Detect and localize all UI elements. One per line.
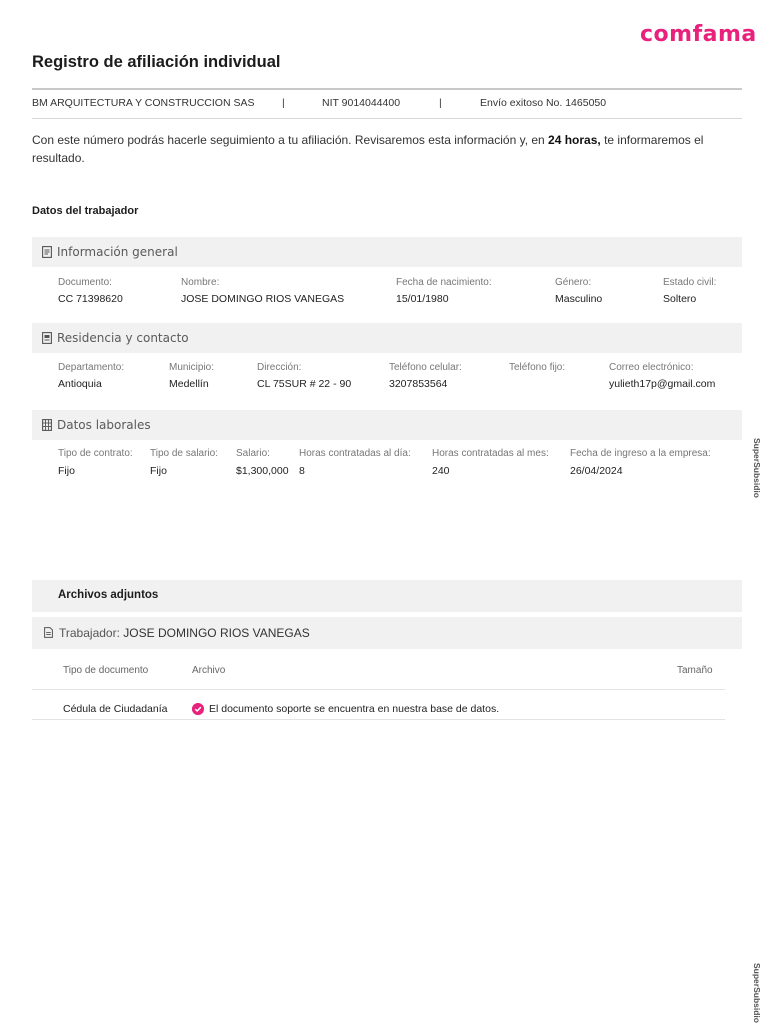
daily-hours-label: Horas contratadas al día: [299,448,411,459]
contract-type-label: Tipo de contrato: [58,448,133,459]
notice-text-end: te informaremos el resultado. [32,133,704,165]
watermark-text: SuperSubsidio [752,963,762,1023]
address-label: Dirección: [257,362,302,373]
contract-type-value: Fijo [58,465,75,477]
salary-label: Salario: [236,448,270,459]
municipality-value: Medellín [169,378,209,390]
department-value: Antioquia [58,378,102,390]
section-label: Información general [57,245,178,259]
tracking-notice [32,131,732,167]
envio-number: Envío exitoso No. 1465050 [480,97,607,109]
monthly-hours-value: 240 [432,465,450,477]
document-icon [42,246,52,258]
company-name: BM ARQUITECTURA Y CONSTRUCCION SAS [32,97,255,109]
notice-highlight: 24 horas, [548,133,601,147]
birthdate-label: Fecha de nacimiento: [396,277,492,288]
info-bar [32,97,732,111]
email-label: Correo electrónico: [609,362,694,373]
divider [32,118,742,119]
attachment-status: El documento soporte se encuentra en nuestra base de datos. [209,703,500,715]
worker-name: JOSE DOMINGO RIOS VANEGAS [123,626,310,640]
residence-header [32,323,742,353]
id-card-icon [42,332,52,344]
name-value: JOSE DOMINGO RIOS VANEGAS [181,293,345,305]
worker-label: Trabajador: [59,626,120,640]
worker-attachments-label [59,626,310,640]
column-header-document-type: Tipo de documento [63,665,149,676]
gender-label: Género: [555,277,592,288]
gender-value: Masculino [555,293,603,305]
general-info-header [32,237,742,267]
attachment-document-type: Cédula de Ciudadanía [63,703,168,715]
section-label: Datos laborales [57,418,151,432]
divider [32,88,742,90]
section-label: Residencia y contacto [57,331,189,345]
divider [32,719,725,720]
civil-status-label: Estado civil: [663,277,717,288]
salary-type-value: Fijo [150,465,167,477]
landline-label: Teléfono fijo: [509,362,566,373]
attachments-title: Archivos adjuntos [58,589,159,601]
monthly-hours-label: Horas contratadas al mes: [432,448,549,459]
daily-hours-value: 8 [299,465,305,477]
page-title: Registro de afiliación individual [32,53,281,71]
column-header-file: Archivo [192,665,226,676]
check-circle-icon [192,703,204,715]
file-icon [44,627,53,638]
mobile-label: Teléfono celular: [389,362,462,373]
document-value: CC 71398620 [58,293,123,305]
email-value: yulieth17p@gmail.com [609,378,716,390]
supersubsidio-watermark [742,420,762,515]
separator: | [282,97,285,109]
document-label: Documento: [58,277,112,288]
worker-data-title: Datos del trabajador [32,205,139,217]
divider [32,689,725,690]
comfama-logo: comfama [640,22,757,47]
supersubsidio-watermark [742,962,762,1024]
column-header-size: Tamaño [677,665,713,676]
name-label: Nombre: [181,277,220,288]
separator: | [439,97,442,109]
hire-date-value: 26/04/2024 [570,465,623,477]
notice-text: Con este número podrás hacerle seguimiento a tu afiliación. Revisaremos esta información y, en [32,133,549,147]
hire-date-label: Fecha de ingreso a la empresa: [570,448,711,459]
department-label: Departamento: [58,362,125,373]
nit-number: NIT 9014044400 [322,97,401,109]
birthdate-value: 15/01/1980 [396,293,449,305]
civil-status-value: Soltero [663,293,697,305]
salary-value: $1,300,000 [236,465,289,477]
employment-header [32,410,742,440]
mobile-value: 3207853564 [389,378,448,390]
address-value: CL 75SUR # 22 - 90 [257,378,352,390]
building-icon [42,419,52,431]
municipality-label: Municipio: [169,362,215,373]
salary-type-label: Tipo de salario: [150,448,218,459]
watermark-text: SuperSubsidio [752,437,762,498]
